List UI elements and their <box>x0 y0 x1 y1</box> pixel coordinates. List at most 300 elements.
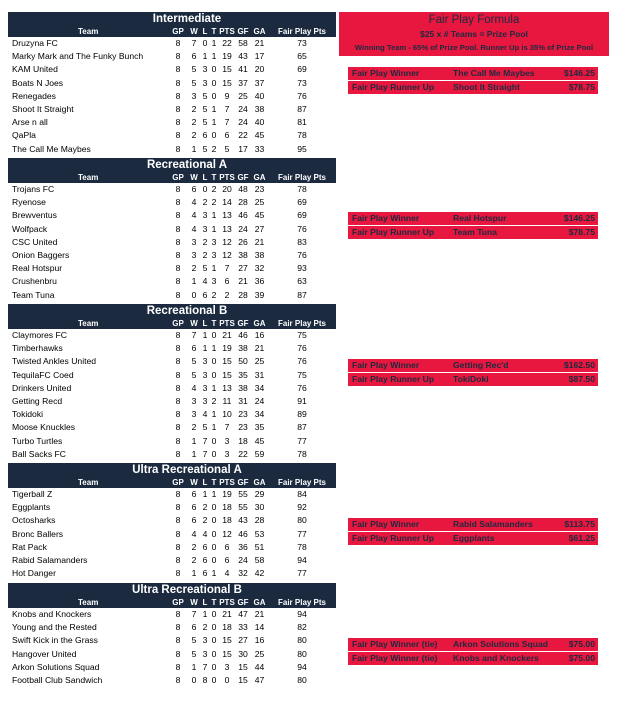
cell-w: 4 <box>191 197 197 208</box>
cell-l: 5 <box>202 90 208 101</box>
cell-gp: 8 <box>175 103 181 114</box>
cell-l: 2 <box>202 249 208 260</box>
cell-fp: 87 <box>297 103 307 114</box>
cell-pts: 7 <box>224 422 230 433</box>
table-row <box>8 223 336 236</box>
cell-ga: 45 <box>254 435 265 446</box>
cell-fp: 87 <box>297 289 307 300</box>
award-team: Team Tuna <box>453 226 498 237</box>
cell-fp: 76 <box>297 343 307 354</box>
cell-team: Tigerball Z <box>12 489 53 499</box>
cell-t: 1 <box>211 382 217 393</box>
column-header-gp: GP <box>172 478 184 487</box>
cell-team: Hangover United <box>12 648 77 659</box>
cell-gp: 8 <box>175 64 181 75</box>
league-title: Recreational A <box>8 158 336 172</box>
cell-team: Team Tuna <box>12 289 55 300</box>
cell-gf: 15 <box>238 674 248 685</box>
cell-ga: 21 <box>254 236 265 247</box>
table-row <box>8 275 336 288</box>
cell-gf: 48 <box>238 184 248 194</box>
cell-fp: 83 <box>297 236 307 247</box>
cell-fp: 69 <box>297 197 307 208</box>
award-label: Fair Play Winner <box>352 68 420 78</box>
column-header-pts: PTS <box>219 27 235 36</box>
column-header-t: T <box>211 478 217 487</box>
award-team: Knobs and Knockers <box>453 652 539 663</box>
cell-gf: 33 <box>238 622 248 633</box>
cell-t: 1 <box>211 489 217 499</box>
table-row <box>8 183 336 196</box>
cell-gf: 24 <box>238 103 248 114</box>
cell-pts: 3 <box>224 661 230 672</box>
cell-pts: 15 <box>222 635 232 646</box>
cell-t: 1 <box>211 409 217 420</box>
award-row <box>348 359 598 372</box>
column-header-l: L <box>202 173 208 182</box>
cell-ga: 17 <box>254 51 265 62</box>
cell-pts: 22 <box>222 38 232 48</box>
table-row <box>8 382 336 395</box>
cell-w: 1 <box>191 448 197 459</box>
cell-fp: 76 <box>297 223 307 234</box>
cell-pts: 6 <box>224 541 230 552</box>
cell-gf: 47 <box>238 609 248 619</box>
cell-w: 3 <box>191 395 197 406</box>
cell-fp: 78 <box>297 541 307 552</box>
cell-team: Octosharks <box>12 515 56 526</box>
award-label: Fair Play Runner Up <box>352 532 435 543</box>
award-block-ultra-recreational-a <box>348 518 598 545</box>
cell-team: Young and the Rested <box>12 622 97 633</box>
cell-l: 6 <box>202 554 208 565</box>
cell-l: 3 <box>202 648 208 659</box>
cell-fp: 77 <box>297 528 307 539</box>
column-header-gf: GF <box>237 478 249 487</box>
cell-pts: 13 <box>222 223 232 234</box>
award-amount: $87.50 <box>568 373 595 384</box>
cell-gp: 8 <box>175 635 181 646</box>
cell-t: 0 <box>211 609 217 619</box>
column-header-w: W <box>190 173 198 182</box>
column-header-team: Team <box>78 173 99 182</box>
cell-gf: 18 <box>238 435 248 446</box>
award-row <box>348 518 598 531</box>
cell-fp: 73 <box>297 38 307 48</box>
cell-ga: 34 <box>254 409 265 420</box>
award-team: Eggplants <box>453 532 495 543</box>
cell-t: 0 <box>211 635 217 646</box>
cell-gp: 8 <box>175 197 181 208</box>
cell-pts: 19 <box>222 343 232 354</box>
cell-fp: 80 <box>297 648 307 659</box>
cell-pts: 4 <box>224 568 230 579</box>
column-header-t: T <box>211 27 217 36</box>
table-row <box>8 514 336 527</box>
cell-w: 1 <box>191 143 197 154</box>
cell-ga: 21 <box>254 38 265 48</box>
cell-w: 2 <box>191 103 197 114</box>
fair-play-formula-box <box>339 12 609 56</box>
cell-fp: 84 <box>297 489 307 499</box>
cell-l: 3 <box>202 64 208 75</box>
table-row <box>8 395 336 408</box>
cell-t: 0 <box>211 528 217 539</box>
cell-w: 1 <box>191 568 197 579</box>
cell-l: 2 <box>202 197 208 208</box>
table-row <box>8 289 336 302</box>
cell-gf: 24 <box>238 117 248 128</box>
cell-team: Drinkers United <box>12 382 72 393</box>
cell-ga: 45 <box>254 130 265 141</box>
table-header-row <box>8 172 336 183</box>
cell-pts: 9 <box>224 90 230 101</box>
cell-gf: 36 <box>238 541 248 552</box>
cell-gp: 8 <box>175 395 181 406</box>
table-header-row <box>8 597 336 608</box>
column-header-fp: Fair Play Pts <box>277 173 327 182</box>
cell-gp: 8 <box>175 117 181 128</box>
cell-t: 0 <box>211 330 217 340</box>
award-amount: $162.50 <box>563 360 595 370</box>
cell-w: 6 <box>191 51 197 62</box>
cell-w: 3 <box>191 90 197 101</box>
cell-gp: 8 <box>175 276 181 287</box>
cell-gf: 27 <box>238 635 248 646</box>
cell-w: 3 <box>191 249 197 260</box>
cell-pts: 0 <box>224 674 230 685</box>
table-row <box>8 249 336 262</box>
cell-t: 1 <box>211 38 217 48</box>
league-table-intermediate <box>8 12 336 156</box>
cell-l: 6 <box>202 541 208 552</box>
column-header-gf: GF <box>237 27 249 36</box>
cell-pts: 14 <box>222 197 232 208</box>
cell-gp: 8 <box>175 674 181 685</box>
column-header-ga: GA <box>253 598 266 607</box>
cell-l: 4 <box>202 409 208 420</box>
cell-pts: 13 <box>222 210 232 221</box>
cell-t: 1 <box>211 422 217 433</box>
cell-gp: 8 <box>175 435 181 446</box>
cell-w: 6 <box>191 184 197 194</box>
cell-gf: 31 <box>238 395 248 406</box>
cell-gf: 38 <box>238 249 248 260</box>
cell-l: 3 <box>202 356 208 367</box>
cell-fp: 95 <box>297 143 307 154</box>
table-row <box>8 116 336 129</box>
cell-pts: 15 <box>222 64 232 75</box>
cell-pts: 12 <box>222 249 232 260</box>
cell-gp: 8 <box>175 554 181 565</box>
table-row <box>8 634 336 647</box>
table-row <box>8 236 336 249</box>
cell-gp: 8 <box>175 143 181 154</box>
cell-l: 5 <box>202 143 208 154</box>
table-row <box>8 63 336 76</box>
cell-w: 3 <box>191 236 197 247</box>
table-row <box>8 674 336 687</box>
cell-gp: 8 <box>175 568 181 579</box>
cell-t: 1 <box>211 117 217 128</box>
cell-pts: 15 <box>222 369 232 380</box>
cell-t: 1 <box>211 263 217 274</box>
cell-team: TequilaFC Coed <box>12 369 74 380</box>
column-header-ga: GA <box>253 27 266 36</box>
cell-ga: 42 <box>254 568 265 579</box>
award-team: Real Hotspur <box>453 213 507 223</box>
column-header-team: Team <box>78 598 99 607</box>
award-label: Fair Play Winner <box>352 360 420 370</box>
column-header-w: W <box>190 27 198 36</box>
cell-gp: 8 <box>175 330 181 340</box>
cell-t: 3 <box>211 236 217 247</box>
cell-t: 0 <box>211 554 217 565</box>
column-header-l: L <box>202 319 208 328</box>
cell-team: Wolfpack <box>12 223 48 234</box>
cell-pts: 19 <box>222 489 232 499</box>
cell-gp: 8 <box>175 661 181 672</box>
cell-t: 2 <box>211 184 217 194</box>
table-header-row <box>8 318 336 329</box>
cell-gp: 8 <box>175 422 181 433</box>
column-header-gp: GP <box>172 598 184 607</box>
cell-ga: 34 <box>254 382 265 393</box>
cell-ga: 25 <box>254 197 265 208</box>
award-label: Fair Play Runner Up <box>352 373 435 384</box>
cell-w: 2 <box>191 422 197 433</box>
cell-l: 6 <box>202 568 208 579</box>
column-header-ga: GA <box>253 319 266 328</box>
cell-team: Moose Knuckles <box>12 422 76 433</box>
cell-w: 4 <box>191 528 197 539</box>
cell-team: CSC United <box>12 236 58 247</box>
cell-l: 5 <box>202 117 208 128</box>
column-header-fp: Fair Play Pts <box>277 598 327 607</box>
cell-ga: 30 <box>254 502 265 513</box>
cell-t: 0 <box>211 369 217 380</box>
cell-t: 0 <box>211 77 217 88</box>
cell-ga: 39 <box>254 289 265 300</box>
cell-gp: 8 <box>175 409 181 420</box>
cell-fp: 76 <box>297 90 307 101</box>
cell-pts: 5 <box>224 143 230 154</box>
table-row <box>8 421 336 434</box>
table-row <box>8 567 336 580</box>
cell-l: 8 <box>202 674 208 685</box>
table-header-row <box>8 26 336 37</box>
cell-ga: 28 <box>254 515 265 526</box>
cell-gf: 28 <box>238 197 248 208</box>
cell-team: KAM United <box>12 64 58 75</box>
league-table-ultra-recreational-a <box>8 463 336 580</box>
cell-w: 5 <box>191 356 197 367</box>
table-row <box>8 408 336 421</box>
cell-gf: 41 <box>238 64 248 75</box>
cell-pts: 21 <box>222 609 232 619</box>
cell-pts: 19 <box>222 51 232 62</box>
cell-pts: 12 <box>222 528 232 539</box>
cell-gp: 8 <box>175 489 181 499</box>
table-row <box>8 554 336 567</box>
league-table-recreational-b <box>8 304 336 461</box>
cell-ga: 16 <box>254 330 265 340</box>
table-row <box>8 541 336 554</box>
cell-fp: 69 <box>297 64 307 75</box>
cell-gf: 58 <box>238 38 248 48</box>
cell-pts: 3 <box>224 435 230 446</box>
cell-t: 2 <box>211 143 217 154</box>
cell-fp: 80 <box>297 515 307 526</box>
cell-pts: 7 <box>224 117 230 128</box>
cell-ga: 53 <box>254 528 265 539</box>
cell-l: 6 <box>202 289 208 300</box>
award-amount: $61.25 <box>568 532 595 543</box>
cell-gf: 32 <box>238 568 248 579</box>
column-header-fp: Fair Play Pts <box>277 319 327 328</box>
cell-w: 6 <box>191 622 197 633</box>
column-header-team: Team <box>78 478 99 487</box>
cell-l: 7 <box>202 448 208 459</box>
cell-gf: 46 <box>238 330 248 340</box>
cell-team: Ryenose <box>12 197 46 208</box>
cell-fp: 65 <box>297 51 307 62</box>
cell-l: 3 <box>202 382 208 393</box>
table-row <box>8 209 336 222</box>
column-header-t: T <box>211 319 217 328</box>
cell-l: 6 <box>202 130 208 141</box>
cell-team: Rabid Salamanders <box>12 554 88 565</box>
table-row <box>8 355 336 368</box>
table-row <box>8 90 336 103</box>
cell-ga: 37 <box>254 77 265 88</box>
cell-gp: 8 <box>175 51 181 62</box>
column-header-l: L <box>202 27 208 36</box>
cell-w: 5 <box>191 648 197 659</box>
award-team: The Call Me Maybes <box>453 68 535 78</box>
cell-team: Knobs and Knockers <box>12 609 92 619</box>
table-row <box>8 342 336 355</box>
cell-gp: 8 <box>175 223 181 234</box>
table-row <box>8 196 336 209</box>
column-header-gf: GF <box>237 598 249 607</box>
cell-pts: 6 <box>224 276 230 287</box>
cell-team: Bronc Ballers <box>12 528 64 539</box>
cell-pts: 10 <box>222 409 232 420</box>
cell-team: Rat Pack <box>12 541 47 552</box>
cell-team: Crushenbru <box>12 276 57 287</box>
cell-pts: 21 <box>222 330 232 340</box>
cell-ga: 21 <box>254 609 265 619</box>
award-amount: $75.00 <box>568 652 595 663</box>
cell-fp: 91 <box>297 395 307 406</box>
award-block-recreational-b <box>348 359 598 386</box>
formula-title: Fair Play Formula <box>428 14 520 26</box>
cell-l: 3 <box>202 395 208 406</box>
cell-gp: 8 <box>175 236 181 247</box>
table-row <box>8 77 336 90</box>
cell-gf: 46 <box>238 210 248 221</box>
cell-ga: 38 <box>254 103 265 114</box>
award-team: TokiDoki <box>453 373 489 384</box>
cell-t: 1 <box>211 210 217 221</box>
table-row <box>8 528 336 541</box>
table-row <box>8 50 336 63</box>
column-header-w: W <box>190 478 198 487</box>
cell-l: 5 <box>202 263 208 274</box>
cell-ga: 23 <box>254 184 265 194</box>
cell-team: Twisted Ankles United <box>12 356 97 367</box>
award-row <box>348 212 598 225</box>
cell-gp: 8 <box>175 609 181 619</box>
cell-fp: 77 <box>297 568 307 579</box>
award-label: Fair Play Winner (tie) <box>352 639 438 649</box>
cell-pts: 3 <box>224 448 230 459</box>
cell-team: Swift Kick in the Grass <box>12 635 98 646</box>
cell-team: Football Club Sandwich <box>12 674 103 685</box>
table-row <box>8 143 336 156</box>
cell-l: 3 <box>202 223 208 234</box>
column-header-gf: GF <box>237 173 249 182</box>
cell-ga: 59 <box>254 448 265 459</box>
cell-w: 6 <box>191 502 197 513</box>
table-row <box>8 37 336 50</box>
cell-l: 3 <box>202 77 208 88</box>
cell-fp: 89 <box>297 409 307 420</box>
cell-team: Eggplants <box>12 502 51 513</box>
cell-gf: 22 <box>238 130 248 141</box>
award-block-intermediate <box>348 67 598 94</box>
cell-ga: 21 <box>254 343 265 354</box>
table-row <box>8 329 336 342</box>
cell-gf: 21 <box>238 276 248 287</box>
table-row <box>8 129 336 142</box>
cell-fp: 81 <box>297 117 307 128</box>
cell-gp: 8 <box>175 541 181 552</box>
cell-w: 6 <box>191 343 197 354</box>
cell-ga: 24 <box>254 395 265 406</box>
cell-w: 3 <box>191 409 197 420</box>
cell-t: 0 <box>211 435 217 446</box>
cell-t: 1 <box>211 223 217 234</box>
cell-gf: 26 <box>238 236 248 247</box>
cell-gp: 8 <box>175 382 181 393</box>
cell-l: 3 <box>202 210 208 221</box>
cell-t: 0 <box>211 515 217 526</box>
cell-w: 5 <box>191 77 197 88</box>
cell-t: 0 <box>211 648 217 659</box>
cell-l: 0 <box>202 38 208 48</box>
cell-w: 5 <box>191 369 197 380</box>
cell-l: 0 <box>202 184 208 194</box>
cell-ga: 45 <box>254 210 265 221</box>
cell-gp: 8 <box>175 210 181 221</box>
cell-pts: 20 <box>222 184 232 194</box>
cell-team: Timberhawks <box>12 343 63 354</box>
cell-l: 3 <box>202 369 208 380</box>
cell-ga: 25 <box>254 356 265 367</box>
award-team: Shoot It Straight <box>453 81 520 92</box>
cell-l: 2 <box>202 236 208 247</box>
cell-gf: 55 <box>238 502 248 513</box>
column-header-team: Team <box>78 27 99 36</box>
cell-gf: 38 <box>238 343 248 354</box>
cell-l: 2 <box>202 515 208 526</box>
table-row <box>8 501 336 514</box>
award-row <box>348 638 598 651</box>
cell-gp: 8 <box>175 38 181 48</box>
cell-t: 2 <box>211 197 217 208</box>
